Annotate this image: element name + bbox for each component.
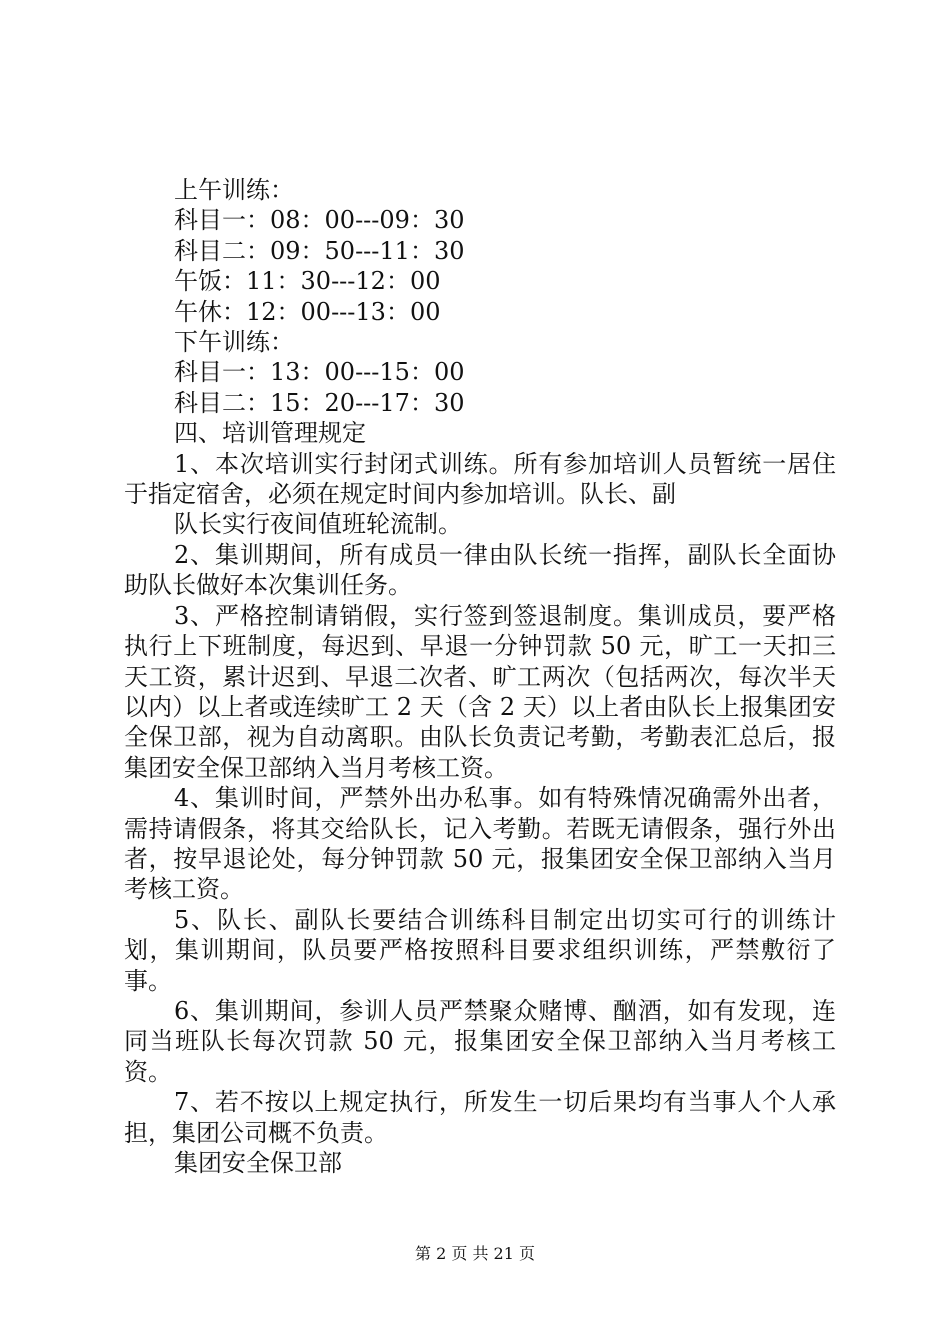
afternoon-subject-2: 科目二：15：20---17：30 xyxy=(174,388,465,417)
rule-2-paragraph: 2、集训期间，所有成员一律由队长统一指挥，副队长全面协助队长做好本次集训任务。 xyxy=(124,540,836,600)
page-number-footer: 第 2 页 共 21 页 xyxy=(415,1244,535,1263)
rule-1-paragraph: 1、本次培训实行封闭式训练。所有参加培训人员暂统一居住于指定宿舍，必须在规定时间内参加培训。队长、副 xyxy=(124,449,836,509)
lunch-time: 午饭：11：30---12：00 xyxy=(174,267,441,296)
signature-department: 集团安全保卫部 xyxy=(174,1149,342,1177)
rule-6-paragraph: 6、集训期间，参训人员严禁聚众赌博、酗酒，如有发现，连同当班队长每次罚款 50 元，报集团安全保卫部纳入当月考核工资。 xyxy=(124,996,836,1086)
rule-5-paragraph: 5、队长、副队长要结合训练科目制定出切实可行的训练计划，集训期间，队员要严格按照科目要求组织训练，严禁敷衍了事。 xyxy=(124,905,836,995)
morning-training-heading: 上午训练： xyxy=(174,176,294,204)
rule-3-paragraph: 3、严格控制请销假，实行签到签退制度。集训成员，要严格执行上下班制度，每迟到、早退一分钟罚款 50 元，旷工一天扣三天工资，累计迟到、早退二次者、旷工两次（包括两次，每次半天以内）以上者或连续旷工 2 天（含 2 天）以上者由队长上报集团安全保卫部，视为自动离职。由队长负责记考勤，考勤表汇总后，报集团安全保卫部纳入当月考核工资。 xyxy=(124,601,836,782)
rule-1-continuation: 队长实行夜间值班轮流制。 xyxy=(174,510,462,539)
afternoon-subject-1: 科目一：13：00---15：00 xyxy=(174,358,465,387)
afternoon-training-heading: 下午训练： xyxy=(174,328,294,357)
morning-subject-1: 科目一：08：00---09：30 xyxy=(174,206,465,235)
section-heading-training-rules: 四、培训管理规定 xyxy=(174,419,366,448)
noon-rest-time: 午休：12：00---13：00 xyxy=(174,297,441,326)
rule-7-paragraph: 7、若不按以上规定执行，所发生一切后果均有当事人个人承担，集团公司概不负责。 xyxy=(124,1088,836,1147)
document-body xyxy=(124,175,836,1178)
rule-4-paragraph: 4、集训时间，严禁外出办私事。如有特殊情况确需外出者，需持请假条，将其交给队长，记入考勤。若既无请假条，强行外出者，按早退论处，每分钟罚款 50 元，报集团安全保卫部纳入当月考核工资。 xyxy=(124,784,836,904)
morning-subject-2: 科目二：09：50---11：30 xyxy=(174,236,465,265)
